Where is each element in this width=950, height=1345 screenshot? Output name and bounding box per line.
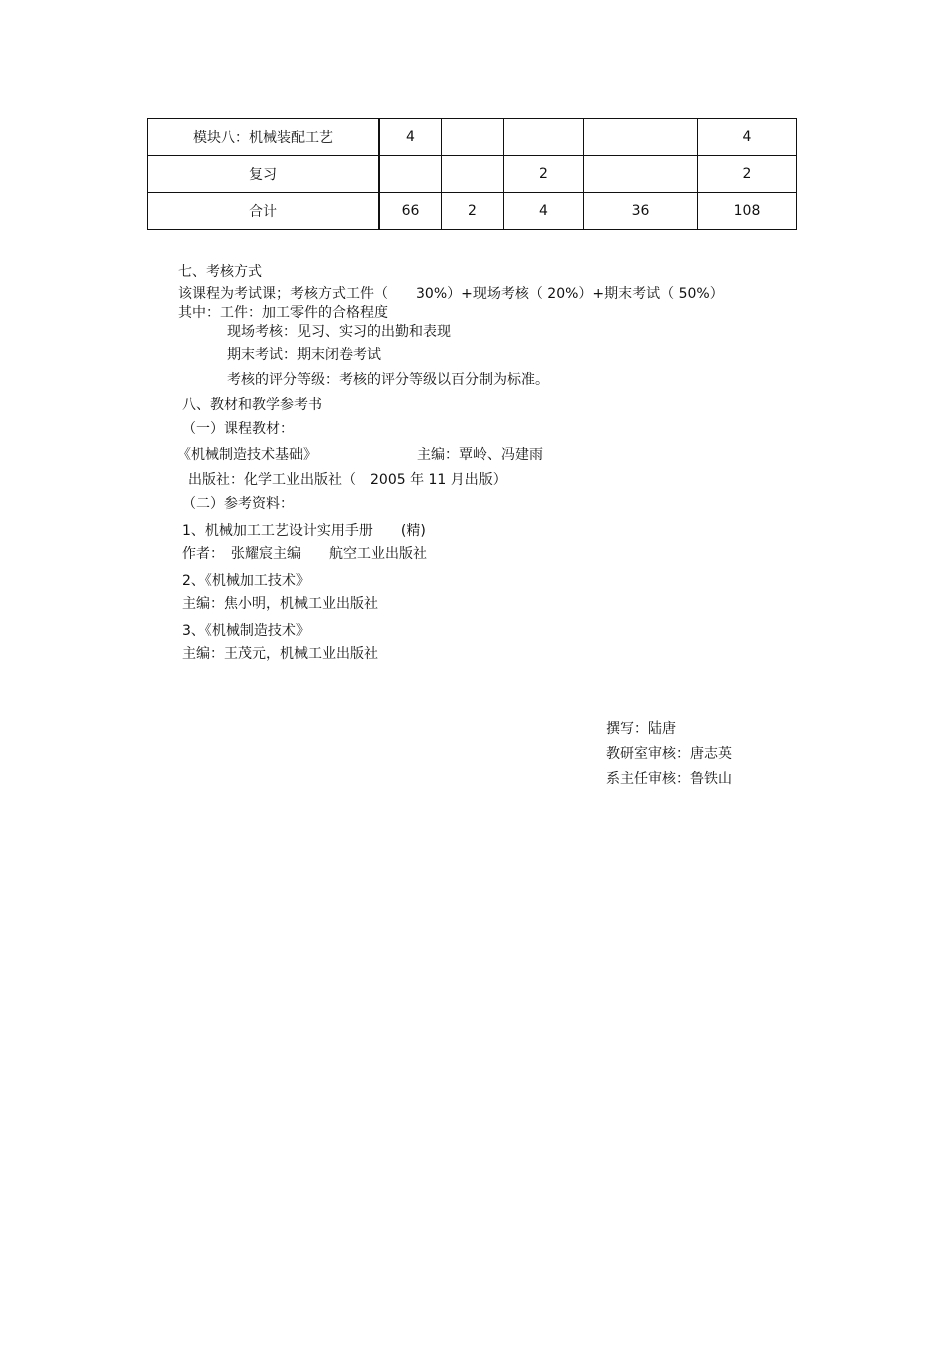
signature-writer: 撰写：陆唐 <box>606 721 676 737</box>
table-cell <box>504 119 584 156</box>
reference-author: 作者： 张耀宸主编 航空工业出版社 <box>182 546 427 562</box>
textbooks-heading: 八、教材和教学参考书 <box>182 397 322 413</box>
assessment-line: 期末考试：期末闭卷考试 <box>227 347 381 363</box>
table-cell: 2 <box>698 156 797 193</box>
table-cell: 4 <box>698 119 797 156</box>
reference-author: 主编：焦小明，机械工业出版社 <box>182 596 378 612</box>
table-cell: 2 <box>442 193 504 230</box>
textbook-title: 《机械制造技术基础》 <box>177 447 317 463</box>
table-cell <box>584 119 698 156</box>
reference-title: 3、《机械制造技术》 <box>182 623 310 639</box>
textbook-publisher: 出版社：化学工业出版社（ 2005 年 11 月出版） <box>188 472 507 488</box>
assessment-line: 现场考核：见习、实习的出勤和表现 <box>227 324 451 340</box>
table-cell <box>584 156 698 193</box>
assessment-heading: 七、考核方式 <box>178 264 262 280</box>
textbook-editor: 主编：覃岭、冯建雨 <box>417 447 543 463</box>
signature-reviewer: 教研室审核：唐志英 <box>606 746 732 762</box>
table-cell: 模块八：机械装配工艺 <box>148 119 380 156</box>
table-cell: 复习 <box>148 156 380 193</box>
table-cell <box>442 156 504 193</box>
table-cell <box>442 119 504 156</box>
reference-title: 1、机械加工工艺设计实用手册 (精) <box>182 523 426 539</box>
table-cell: 4 <box>504 193 584 230</box>
table-cell: 4 <box>379 119 442 156</box>
table-cell <box>379 156 442 193</box>
reference-title: 2、《机械加工技术》 <box>182 573 310 589</box>
assessment-line: 其中：工件：加工零件的合格程度 <box>178 305 388 321</box>
table-row <box>148 156 797 193</box>
table-cell: 2 <box>504 156 584 193</box>
table-cell: 108 <box>698 193 797 230</box>
assessment-line: 考核的评分等级：考核的评分等级以百分制为标准。 <box>227 372 549 388</box>
table-cell: 66 <box>379 193 442 230</box>
table-row <box>148 119 797 156</box>
course-hours-table <box>147 118 797 230</box>
signature-director: 系主任审核：鲁铁山 <box>606 771 732 787</box>
textbooks-subheading: （一）课程教材： <box>182 421 294 437</box>
table-cell: 合计 <box>148 193 380 230</box>
textbooks-subheading: （二）参考资料： <box>182 496 294 512</box>
reference-author: 主编：王茂元，机械工业出版社 <box>182 646 378 662</box>
table-row <box>148 193 797 230</box>
assessment-line: 该课程为考试课；考核方式工件（ 30%）+现场考核（ 20%）+期末考试（ 50%） <box>178 286 724 302</box>
table-cell: 36 <box>584 193 698 230</box>
